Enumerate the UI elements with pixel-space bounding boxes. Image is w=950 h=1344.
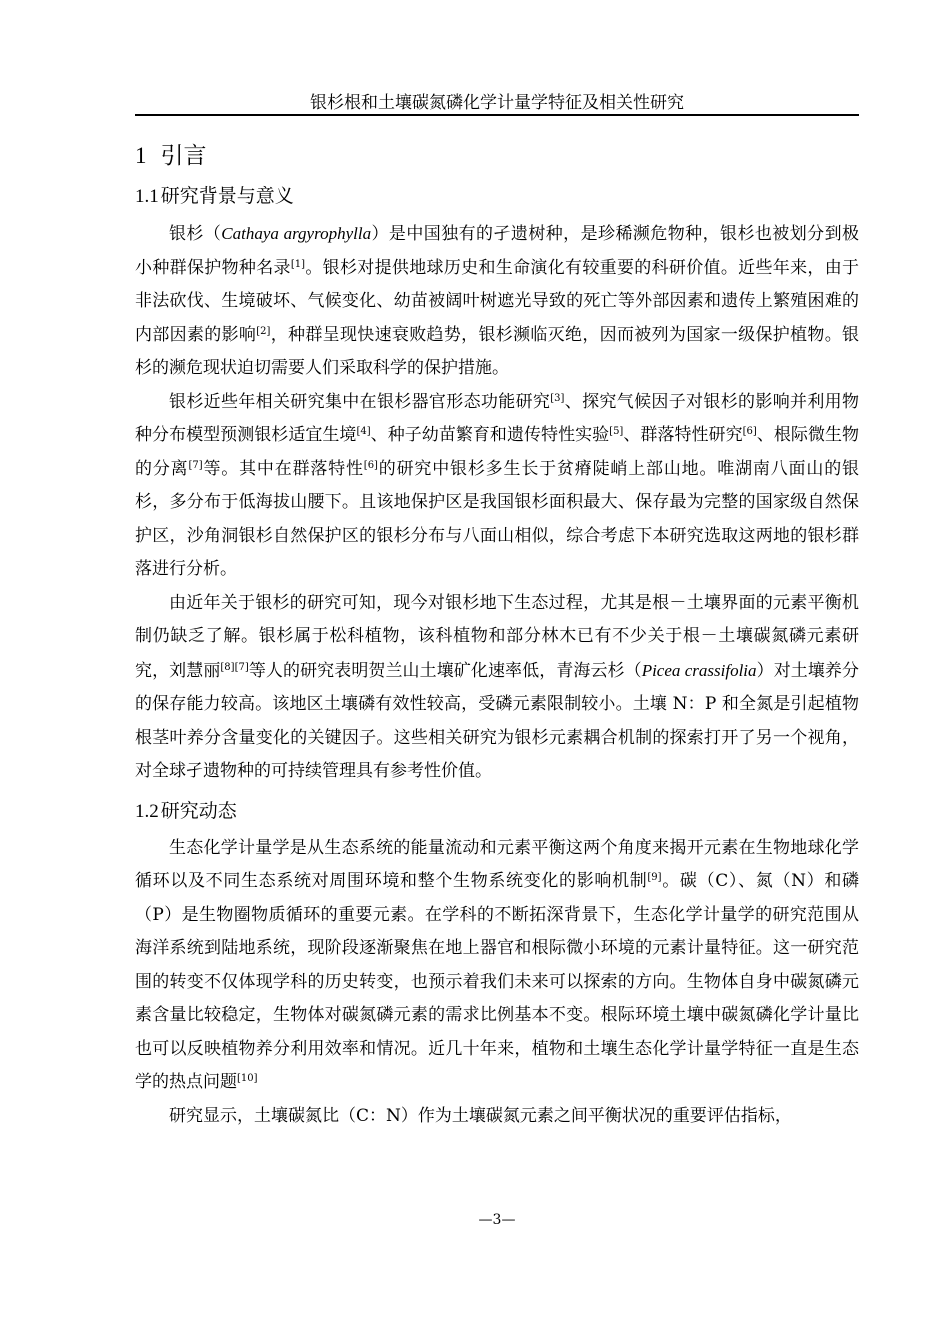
text-run: ，种群呈现快速衰败趋势，银杉濒临灭绝，因而被列为国家一级保护植物。银杉的濒危现状迫切需要人们采取科学的保护措施。 [135,324,860,378]
section-1-2-title: 研究动态 [160,799,237,822]
paragraph-5 [135,1100,859,1134]
citation-4: [4] [356,426,371,437]
citation-6-repeat: [6] [363,459,378,471]
text-run: 银杉近些年相关研究集中在银杉器官形态功能研究 [169,391,551,412]
section-1-number: 1 [135,143,147,168]
citation-10: [10] [237,1073,258,1084]
citation-9: [9] [647,872,662,883]
text-run: 银杉（ [169,224,222,244]
section-1-title: 引言 [160,143,207,169]
text-run: ）是中国独有的孑遗树种，是珍稀濒危物种，银杉也被划分到极小种群保护物种名录 [135,224,859,278]
text-run: 生态化学计量学是从生态系统的能量流动和元素平衡这两个角度来揭开元素在生物地球化学循环以及不同生态系统对周围环境和整个生物系统变化的影响机制 [135,837,859,891]
citation-5: [5] [609,426,624,437]
latin-name-cathaya: Cathaya argyrophylla [221,224,372,243]
citation-1: [1] [290,258,305,270]
paragraph-1 [135,217,859,386]
text-run: 。碳（C）、氮（N）和磷（P）是生物圈物质循环的重要元素。在学科的不断拓深背景下，生态化学计量学的研究范围从海洋系统到陆地系统，现阶段逐渐聚焦在地上器官和根际微小环境的元素计量特征。这一研究范围的转变不仅体现学科的历史转变，也预示着我们未来可以探索的方向。生物体自身中碳氮磷元素含量比较稳定，生物体对碳氮磷元素的需求比例基本不变。根际环境土壤中碳氮磷化学计量比也可以反映植物养分利用效率和情况。近几十年来，植物和土壤生态化学计量学特征一直是生态学的热点问题 [135,871,859,1092]
running-header-title: 银杉根和土壤碳氮磷化学计量学特征及相关性研究 [310,93,684,113]
text-run: ）对土壤养分的保存能力较高。该地区土壤磷有效性较高，受磷元素限制较小。土壤 N：P 和全氮是引起植物根茎叶养分含量变化的关键因子。这些相关研究为银杉元素耦合机制的探索打开了另一个视角，对全球孑遗物种的可持续管理具有参考性价值。 [135,660,860,781]
citation-7: [7] [188,459,203,471]
text-run: 等。其中在群落特性 [202,458,364,479]
text-run: 、探究气候因子对银杉的影响并利用物种分布模型预测银杉适宜生境 [135,391,860,445]
citation-8-7: [8][7] [220,661,249,673]
text-run: 研究显示，土壤碳氮比（C：N）作为土壤碳氮元素之间平衡状况的重要评估指标， [169,1105,792,1126]
text-run: 等人的研究表明贺兰山土壤矿化速率低，青海云杉（ [248,660,642,681]
paragraph-2 [135,386,859,587]
paragraph-4 [135,832,859,1100]
text-run: 、种子幼苗繁育和遗传特性实验 [370,425,610,445]
latin-name-picea: Picea crassifolia [641,660,757,680]
section-1-heading [135,138,859,174]
section-1-1-heading [135,180,859,213]
section-1-1-number: 1.1 [135,186,159,207]
text-run: 的研究中银杉多生长于贫瘠陡峭上部山地。唯湖南八面山的银杉，多分布于低海拔山腰下。且该地保护区是我国银杉面积最大、保存最为完整的国家级自然保护区，沙角洞银杉自然保护区的银杉分布与八面山相似，综合考虑下本研究选取这两地的银杉群落进行分析。 [135,458,860,579]
page-body [135,134,859,1133]
citation-6: [6] [742,426,757,437]
section-1-1-title: 研究背景与意义 [160,185,294,207]
text-run: 、群落特性研究 [623,425,743,445]
section-1-2-heading [135,795,859,828]
page-number: —3— [478,1212,516,1228]
citation-3: [3] [550,392,565,404]
text-run: 由近年关于银杉的研究可知，现今对银杉地下生态过程，尤其是根－土壤界面的元素平衡机制仍缺乏了解。银杉属于松科植物，该科植物和部分林木已有不少关于根－土壤碳氮磷元素研究，刘慧丽 [135,592,859,681]
header-rule [135,114,859,116]
citation-2: [2] [256,325,271,337]
paragraph-3 [135,587,859,789]
text-run: 、根际微生物的分离 [135,425,860,479]
section-1-2-number: 1.2 [135,800,159,822]
text-run: 。银杉对提供地球历史和生命演化有较重要的科研价值。近些年来，由于非法砍伐、生境破坏、气候变化、幼苗被阔叶树遮光导致的死亡等外部因素和遗传上繁殖困难的内部因素的影响 [135,257,860,345]
